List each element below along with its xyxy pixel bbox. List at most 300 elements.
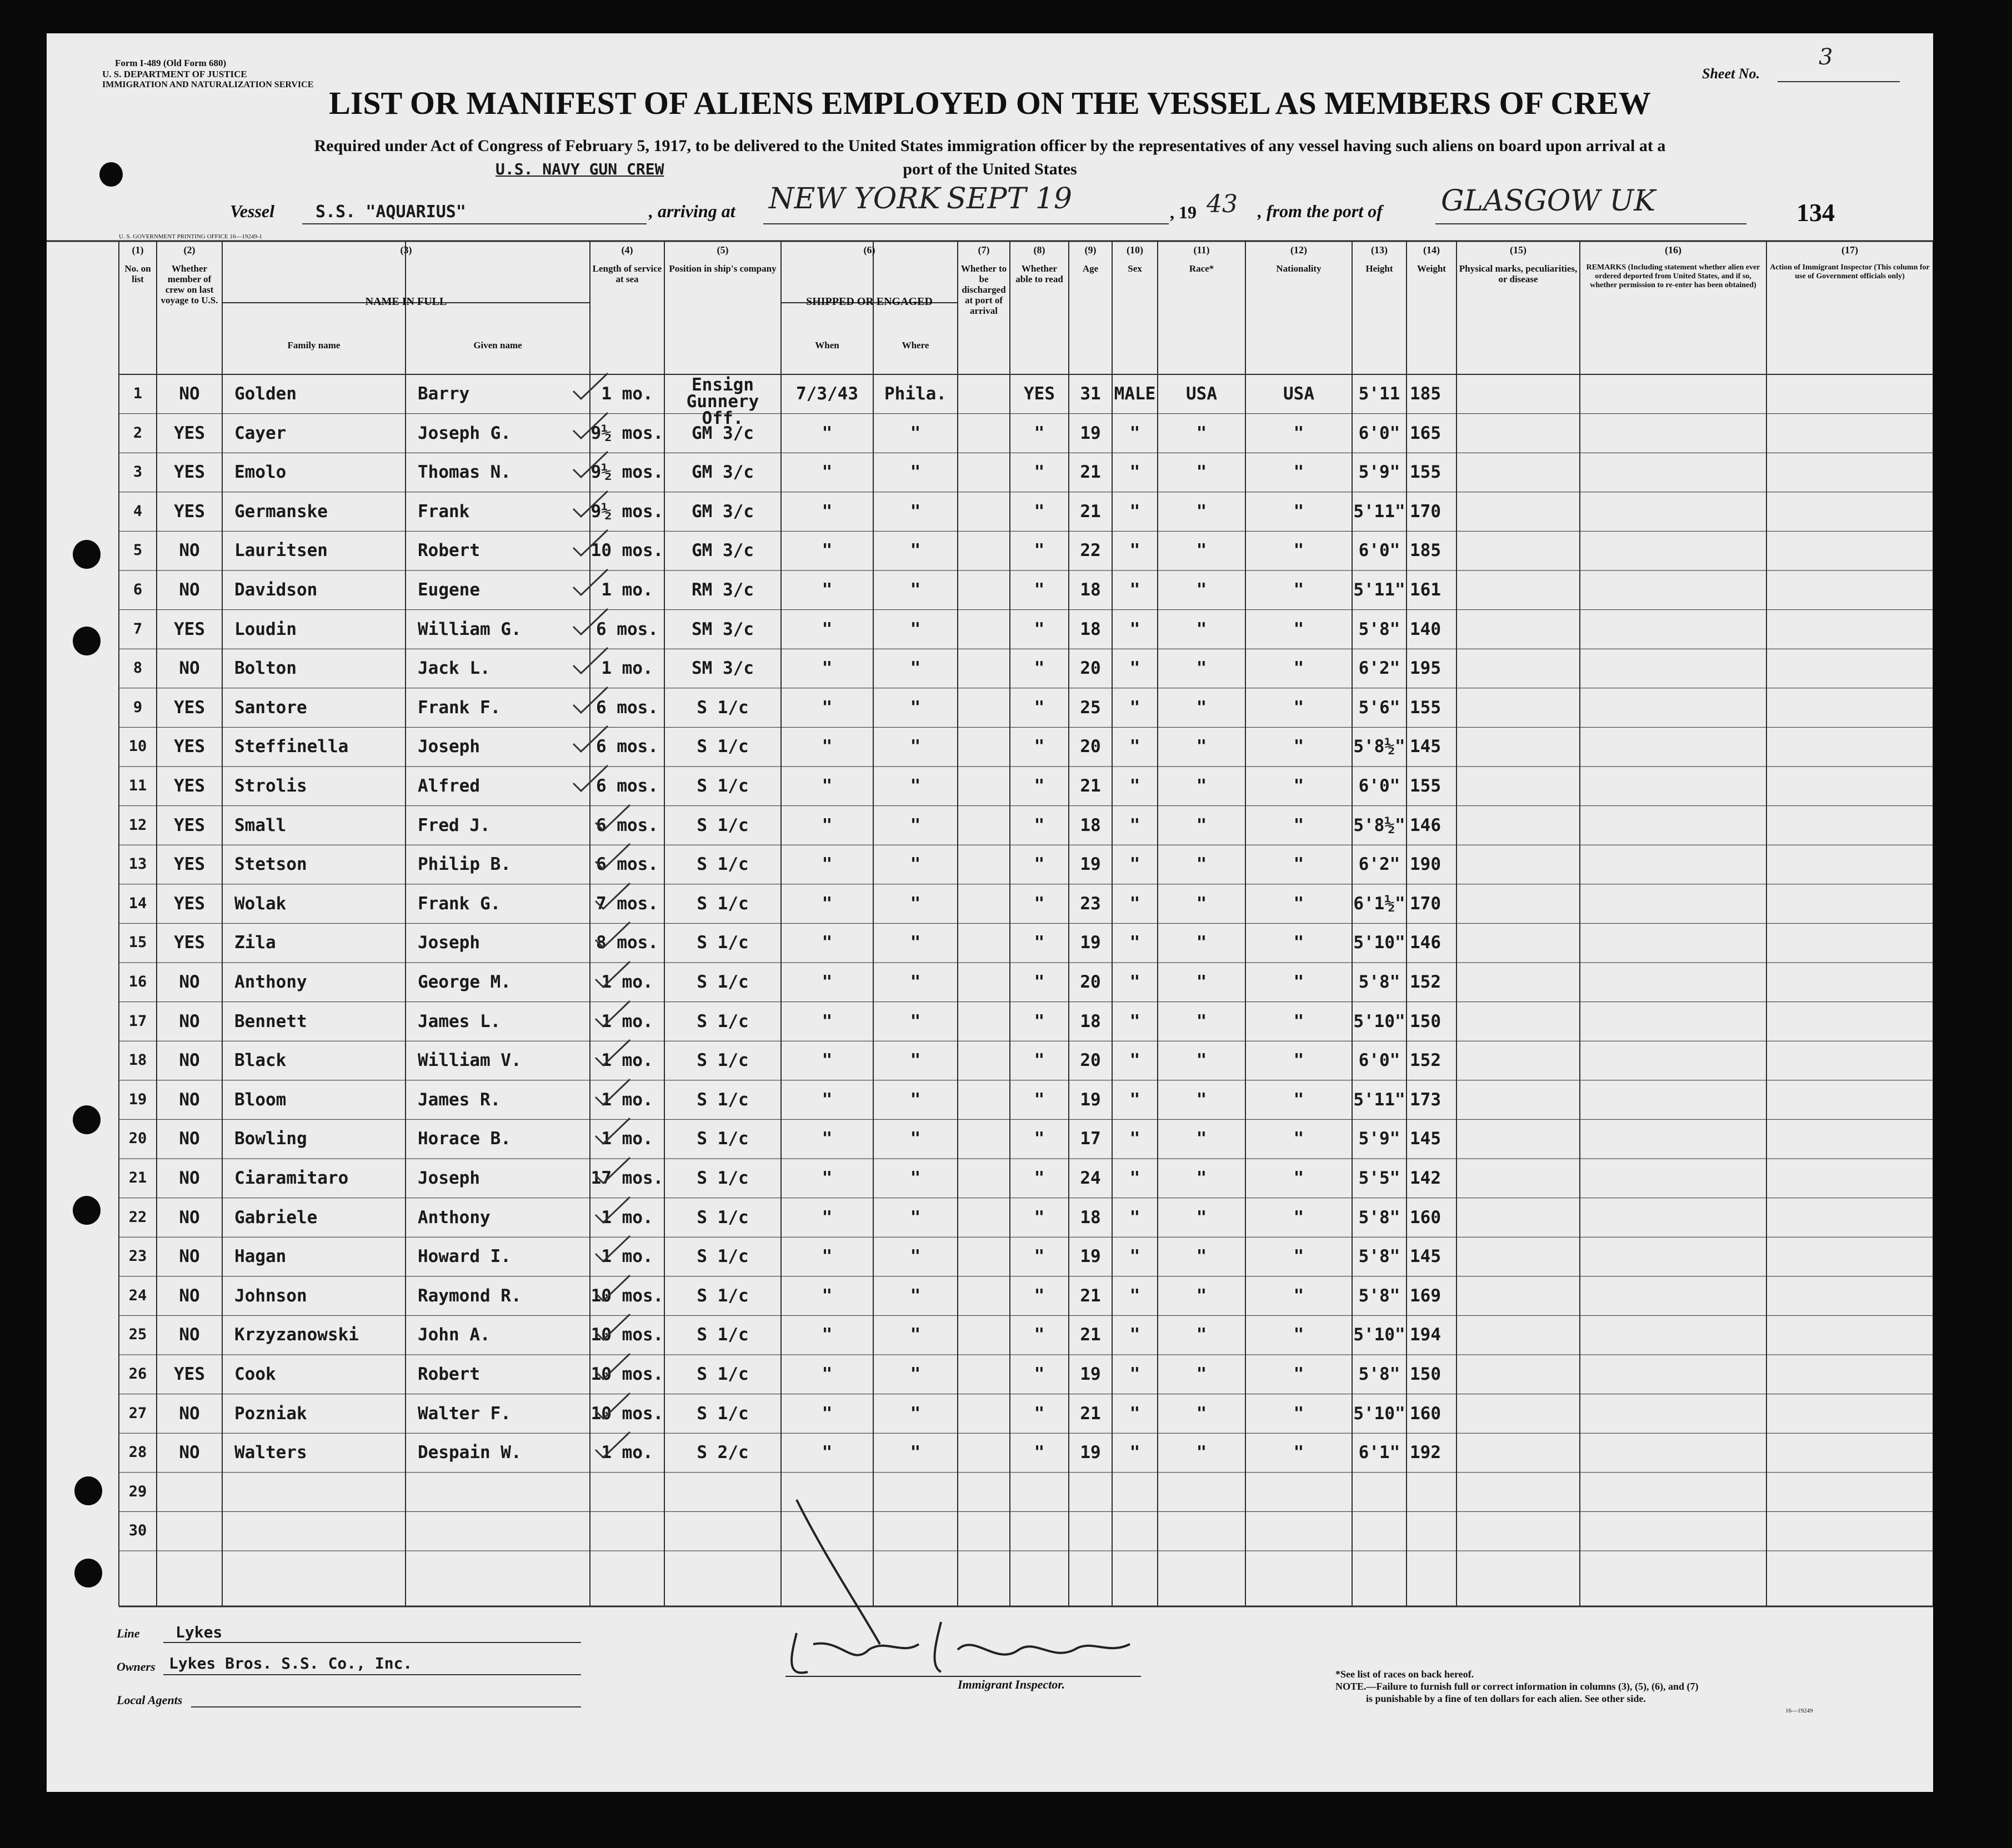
family-name-cell: Anthony [234, 972, 307, 992]
last-voyage-cell: NO [179, 1011, 200, 1031]
shipped-where-cell: " [910, 1207, 921, 1228]
age-cell: 19 [1080, 933, 1101, 953]
sheet-number-value: 3 [1819, 44, 1833, 70]
row-number: 2 [133, 424, 143, 442]
age-cell: 19 [1080, 1364, 1101, 1384]
sex-cell: " [1129, 462, 1140, 483]
sex-cell: " [1129, 540, 1140, 561]
family-name-cell: Cook [234, 1364, 276, 1384]
shipped-where-cell: " [910, 580, 921, 600]
able-to-read-cell: " [1034, 972, 1045, 992]
race-cell: " [1196, 893, 1207, 914]
age-cell: 23 [1080, 893, 1101, 914]
service-length-cell: 10 mos. [590, 1285, 664, 1306]
check-mark [591, 919, 635, 952]
table-row [47, 1276, 1933, 1315]
local-agents-underline [191, 1706, 581, 1707]
shipped-when-cell: " [822, 1050, 833, 1071]
check-mark [591, 1272, 635, 1305]
age-cell: 21 [1080, 1285, 1101, 1306]
table-row [47, 688, 1933, 727]
nationality-cell: USA [1283, 384, 1314, 404]
family-name-cell: Ciaramitaro [234, 1168, 349, 1188]
service-length-cell: 9½ mos. [590, 462, 664, 483]
service-length-cell: 10 mos. [590, 1364, 664, 1384]
column-number: (9) [1084, 244, 1097, 256]
last-voyage-cell: YES [174, 1364, 205, 1384]
shipped-when-cell: " [822, 1089, 833, 1110]
position-cell: S 1/c [697, 893, 749, 914]
sex-cell: " [1129, 658, 1140, 679]
race-cell: " [1196, 1403, 1207, 1424]
able-to-read-cell: " [1034, 1207, 1045, 1228]
able-to-read-cell: " [1034, 580, 1045, 600]
family-name-cell: Cayer [234, 423, 287, 443]
able-to-read-cell: " [1034, 423, 1045, 443]
shipped-where-cell: " [910, 423, 921, 443]
shipped-where-cell: " [910, 1246, 921, 1267]
nationality-cell: " [1293, 1050, 1304, 1071]
age-cell: 18 [1080, 580, 1101, 600]
service-length-cell: 6 mos. [596, 619, 658, 639]
position-cell: SM 3/c [692, 619, 754, 639]
race-cell: " [1196, 1285, 1207, 1306]
service-length-cell: 1 mo. [601, 1246, 653, 1267]
weight-cell: 161 [1410, 580, 1441, 600]
able-to-read-cell: " [1034, 1325, 1045, 1345]
check-mark [569, 488, 613, 521]
service-length-cell: 7 mos. [596, 893, 658, 914]
height-cell: 5'11" [1353, 580, 1405, 600]
weight-cell: 195 [1410, 658, 1441, 679]
row-number: 22 [128, 1208, 147, 1226]
race-cell: " [1196, 1443, 1207, 1463]
last-voyage-cell: YES [174, 854, 205, 875]
manifest-sheet [47, 33, 1933, 1792]
sex-cell: " [1129, 1285, 1140, 1306]
weight-cell: 145 [1410, 1246, 1441, 1267]
family-name-cell: Bloom [234, 1089, 287, 1110]
column-header: SHIPPED OR ENGAGED [806, 296, 933, 308]
nationality-cell: " [1293, 972, 1304, 992]
age-cell: 19 [1080, 1089, 1101, 1110]
shipped-where-cell: " [910, 1168, 921, 1188]
check-mark [591, 1115, 635, 1148]
given-name-cell: Robert [418, 1364, 480, 1384]
nationality-cell: " [1293, 1285, 1304, 1306]
column-number: (5) [717, 244, 729, 256]
service-length-cell: 9½ mos. [590, 423, 664, 443]
age-cell: 21 [1080, 462, 1101, 483]
sex-cell: " [1129, 933, 1140, 953]
nationality-cell: " [1293, 540, 1304, 561]
last-voyage-cell: NO [179, 1089, 200, 1110]
year-suffix: 43 [1207, 190, 1238, 218]
height-cell: 6'0" [1358, 540, 1400, 561]
family-name-cell: Wolak [234, 893, 287, 914]
service: IMMIGRATION AND NATURALIZATION SERVICE [102, 80, 314, 89]
height-cell: 5'11 [1358, 384, 1400, 404]
shipped-where-cell: " [910, 462, 921, 483]
row-number: 21 [128, 1169, 147, 1186]
nationality-cell: " [1293, 854, 1304, 875]
family-name-cell: Germanske [234, 501, 328, 522]
check-mark [591, 1311, 635, 1344]
height-cell: 6'2" [1358, 658, 1400, 679]
table-row [47, 845, 1933, 884]
shipped-when-cell: " [822, 854, 833, 875]
position-cell: GM 3/c [692, 501, 754, 522]
weight-cell: 190 [1410, 854, 1441, 875]
row-number: 13 [128, 855, 147, 873]
able-to-read-cell: " [1034, 893, 1045, 914]
shipped-where-cell: " [910, 501, 921, 522]
form-code: 16—19249 [1785, 1707, 1813, 1714]
able-to-read-cell: " [1034, 697, 1045, 718]
last-voyage-cell: YES [174, 462, 205, 483]
nationality-cell: " [1293, 658, 1304, 679]
sex-cell: " [1129, 893, 1140, 914]
age-cell: 20 [1080, 1050, 1101, 1071]
able-to-read-cell: " [1034, 1403, 1045, 1424]
last-voyage-cell: YES [174, 423, 205, 443]
shipped-when-cell: " [822, 815, 833, 835]
given-name-cell: George M. [418, 972, 511, 992]
given-name-cell: Frank F. [418, 697, 501, 718]
check-mark [569, 723, 613, 756]
table-row [47, 767, 1933, 805]
check-mark [591, 802, 635, 835]
weight-cell: 170 [1410, 501, 1441, 522]
family-name-cell: Black [234, 1050, 287, 1071]
column-number: (7) [978, 244, 990, 256]
weight-cell: 146 [1410, 815, 1441, 835]
age-cell: 18 [1080, 1207, 1101, 1228]
row-number: 7 [133, 620, 143, 638]
able-to-read-cell: " [1034, 737, 1045, 757]
given-name-cell: James R. [418, 1089, 501, 1110]
check-mark [591, 1350, 635, 1384]
age-cell: 20 [1080, 972, 1101, 992]
column-header: Sex [1128, 263, 1142, 274]
able-to-read-cell: " [1034, 933, 1045, 953]
column-header: Position in ship's company [669, 263, 777, 274]
race-cell: " [1196, 1050, 1207, 1071]
position-cell: S 2/c [697, 1443, 749, 1463]
last-voyage-cell: NO [179, 1168, 200, 1188]
service-length-cell: 1 mo. [601, 1050, 653, 1071]
able-to-read-cell: " [1034, 540, 1045, 561]
weight-cell: 185 [1410, 384, 1441, 404]
given-name-cell: John A. [418, 1325, 491, 1345]
table-row [47, 1473, 1933, 1511]
column-number: (8) [1033, 244, 1045, 256]
height-cell: 5'8" [1358, 619, 1400, 639]
position-cell: S 1/c [697, 1325, 749, 1345]
age-cell: 19 [1080, 854, 1101, 875]
row-number: 6 [133, 581, 143, 598]
shipped-when-cell: " [822, 972, 833, 992]
height-cell: 5'10" [1353, 1011, 1405, 1031]
weight-cell: 160 [1410, 1207, 1441, 1228]
age-cell: 21 [1080, 776, 1101, 796]
column-header: Weight [1417, 263, 1446, 274]
shipped-when-cell: " [822, 1168, 833, 1188]
page-title: LIST OR MANIFEST OF ALIENS EMPLOYED ON THE VESSEL AS MEMBERS OF CREW [329, 85, 1651, 121]
service-length-cell: 10 mos. [590, 1325, 664, 1345]
sex-cell: " [1129, 1207, 1140, 1228]
check-mark [591, 1233, 635, 1266]
check-mark [569, 684, 613, 717]
given-name-cell: Alfred [418, 776, 480, 796]
inspector-label: Immigrant Inspector. [958, 1677, 1065, 1691]
check-mark [591, 1390, 635, 1423]
table-row [47, 1433, 1933, 1472]
family-name-cell: Santore [234, 697, 307, 718]
position-cell: S 1/c [697, 815, 749, 835]
printer-line: U. S. GOVERNMENT PRINTING OFFICE 16—19249-1 [119, 233, 263, 240]
age-cell: 24 [1080, 1168, 1101, 1188]
line-value: Lykes [176, 1623, 223, 1641]
height-cell: 6'0" [1358, 776, 1400, 796]
given-name-cell: James L. [418, 1011, 501, 1031]
line-label: Line [117, 1626, 140, 1640]
shipped-when-cell: " [822, 1011, 833, 1031]
column-header: Whether member of crew on last voyage to U.S. [161, 263, 218, 306]
table-row [47, 610, 1933, 649]
family-name-cell: Stetson [234, 854, 307, 875]
service-length-cell: 10 mos. [590, 540, 664, 561]
nationality-cell: " [1293, 619, 1304, 639]
family-name-cell: Hagan [234, 1246, 287, 1267]
table-row [47, 727, 1933, 766]
last-voyage-cell: NO [179, 580, 200, 600]
row-number: 26 [128, 1365, 147, 1383]
position-cell: S 1/c [697, 1129, 749, 1149]
height-cell: 5'6" [1358, 697, 1400, 718]
shipped-where-cell: " [910, 933, 921, 953]
shipped-where-cell: " [910, 1403, 921, 1424]
table-row [47, 1159, 1933, 1198]
shipped-when-cell: " [822, 501, 833, 522]
height-cell: 5'10" [1353, 1403, 1405, 1424]
arriving-label: , arriving at [649, 201, 735, 221]
race-cell: " [1196, 580, 1207, 600]
diagonal-pen-mark [791, 1494, 891, 1650]
shipped-when-cell: " [822, 1443, 833, 1463]
column-number: (10) [1127, 244, 1143, 256]
shipped-where-cell: " [910, 737, 921, 757]
weight-cell: 155 [1410, 462, 1441, 483]
race-cell: " [1196, 697, 1207, 718]
position-cell: S 1/c [697, 1285, 749, 1306]
shipped-where-cell: " [910, 893, 921, 914]
column-header: Whether able to read [1015, 263, 1063, 284]
sex-cell: " [1129, 423, 1140, 443]
family-name-cell: Bolton [234, 658, 297, 679]
owners-underline [163, 1674, 581, 1675]
shipped-when-cell: " [822, 1364, 833, 1384]
sex-cell: " [1129, 1246, 1140, 1267]
given-name-cell: Joseph [418, 1168, 480, 1188]
row-number: 30 [128, 1522, 147, 1540]
row-number: 9 [133, 698, 143, 716]
weight-cell: 194 [1410, 1325, 1441, 1345]
family-name-cell: Bennett [234, 1011, 307, 1031]
shipped-when-cell: " [822, 1285, 833, 1306]
shipped-where-cell: " [910, 1285, 921, 1306]
weight-cell: 170 [1410, 893, 1441, 914]
able-to-read-cell: " [1034, 854, 1045, 875]
shipped-where-cell: " [910, 540, 921, 561]
subtitle-line1: Required under Act of Congress of February 5, 1917, to be delivered to the United States immigration officer by the representatives of any vessel having such aliens on board upon arrival at a [314, 137, 1666, 155]
row-number: 3 [133, 463, 143, 481]
race-cell: " [1196, 501, 1207, 522]
column-number: (12) [1290, 244, 1307, 256]
shipped-when-cell: " [822, 776, 833, 796]
column-number: (1) [132, 244, 144, 256]
weight-cell: 145 [1410, 1129, 1441, 1149]
column-subheader: When [815, 340, 839, 350]
family-name-cell: Krzyzanowski [234, 1325, 359, 1345]
given-name-cell: Barry [418, 384, 470, 404]
shipped-where-cell: " [910, 658, 921, 679]
nationality-cell: " [1293, 580, 1304, 600]
owners-label: Owners [117, 1660, 156, 1674]
table-row [47, 806, 1933, 845]
races-note: *See list of races on back hereof. [1335, 1669, 1474, 1680]
from-port-label: , from the port of [1258, 201, 1383, 221]
weight-cell: 155 [1410, 697, 1441, 718]
weight-cell: 192 [1410, 1443, 1441, 1463]
row-number: 27 [128, 1404, 147, 1422]
given-name-cell: Anthony [418, 1207, 491, 1228]
able-to-read-cell: " [1034, 1364, 1045, 1384]
age-cell: 19 [1080, 1246, 1101, 1267]
service-length-cell: 1 mo. [601, 1011, 653, 1031]
table-row [47, 374, 1933, 428]
position-cell: GM 3/c [692, 540, 754, 561]
service-length-cell: 8 mos. [596, 933, 658, 953]
age-cell: 20 [1080, 737, 1101, 757]
weight-cell: 169 [1410, 1285, 1441, 1306]
able-to-read-cell: " [1034, 619, 1045, 639]
given-name-cell: Horace B. [418, 1129, 511, 1149]
race-cell: " [1196, 1168, 1207, 1188]
column-header: NAME IN FULL [365, 296, 447, 308]
age-cell: 22 [1080, 540, 1101, 561]
table-row [47, 1511, 1933, 1550]
local-agents-label: Local Agents [117, 1693, 183, 1707]
race-cell: " [1196, 619, 1207, 639]
family-name-cell: Lauritsen [234, 540, 328, 561]
weight-cell: 146 [1410, 933, 1441, 953]
service-length-cell: 6 mos. [596, 776, 658, 796]
service-length-cell: 1 mo. [601, 1443, 653, 1463]
sex-cell: " [1129, 501, 1140, 522]
able-to-read-cell: " [1034, 815, 1045, 835]
race-cell: USA [1186, 384, 1217, 404]
age-cell: 19 [1080, 1443, 1101, 1463]
height-cell: 5'8" [1358, 972, 1400, 992]
sex-cell: " [1129, 619, 1140, 639]
sex-cell: " [1129, 1443, 1140, 1463]
row-number: 10 [128, 738, 147, 755]
column-number: (16) [1665, 244, 1681, 256]
row-number: 28 [128, 1444, 147, 1461]
nationality-cell: " [1293, 1168, 1304, 1188]
shipped-when-cell: " [822, 737, 833, 757]
weight-cell: 150 [1410, 1364, 1441, 1384]
height-cell: 5'8½" [1353, 815, 1405, 835]
check-mark [591, 880, 635, 913]
row-number: 5 [133, 542, 143, 559]
age-cell: 17 [1080, 1129, 1101, 1149]
height-cell: 6'1" [1358, 1443, 1400, 1463]
last-voyage-cell: NO [179, 972, 200, 992]
shipped-when-cell: " [822, 540, 833, 561]
service-length-cell: 6 mos. [596, 854, 658, 875]
column-header: No. on list [124, 263, 151, 284]
nationality-cell: " [1293, 1403, 1304, 1424]
service-length-cell: 1 mo. [601, 1129, 653, 1149]
height-cell: 6'0" [1358, 1050, 1400, 1071]
service-length-cell: 17 mos. [590, 1168, 664, 1188]
penalty-note-2: is punishable by a fine of ten dollars for each alien. See other side. [1366, 1693, 1646, 1704]
row-number: 25 [128, 1326, 147, 1344]
able-to-read-cell: " [1034, 1246, 1045, 1267]
position-cell: S 1/c [697, 1168, 749, 1188]
last-voyage-cell: NO [179, 1325, 200, 1345]
table-row [47, 649, 1933, 688]
nationality-cell: " [1293, 893, 1304, 914]
shipped-when-cell: " [822, 462, 833, 483]
race-cell: " [1196, 658, 1207, 679]
table-row [47, 884, 1933, 923]
nationality-cell: " [1293, 462, 1304, 483]
nationality-cell: " [1293, 776, 1304, 796]
service-length-cell: 6 mos. [596, 815, 658, 835]
able-to-read-cell: " [1034, 501, 1045, 522]
column-header: Height [1365, 263, 1393, 274]
age-cell: 21 [1080, 1403, 1101, 1424]
row-number: 29 [128, 1483, 147, 1500]
given-name-cell: Frank G. [418, 893, 501, 914]
last-voyage-cell: YES [174, 737, 205, 757]
sex-cell: " [1129, 737, 1140, 757]
check-mark [569, 448, 613, 482]
gun-crew-note: U.S. NAVY GUN CREW [496, 160, 664, 178]
given-name-cell: Jack L. [418, 658, 491, 679]
last-voyage-cell: YES [174, 815, 205, 835]
service-length-cell: 6 mos. [596, 697, 658, 718]
family-name-cell: Gabriele [234, 1207, 318, 1228]
row-number: 8 [133, 659, 143, 677]
column-header: Whether to be discharged at port of arrival [960, 263, 1007, 316]
weight-cell: 173 [1410, 1089, 1441, 1110]
row-number: 15 [128, 934, 147, 951]
service-length-cell: 1 mo. [601, 658, 653, 679]
table-row [47, 1237, 1933, 1276]
last-voyage-cell: NO [179, 658, 200, 679]
service-length-cell: 6 mos. [596, 737, 658, 757]
shipped-where-cell: Phila. [884, 384, 947, 404]
last-voyage-cell: NO [179, 384, 200, 404]
shipped-when-cell: " [822, 697, 833, 718]
check-mark [591, 958, 635, 991]
service-length-cell: 1 mo. [601, 1207, 653, 1228]
age-cell: 20 [1080, 658, 1101, 679]
